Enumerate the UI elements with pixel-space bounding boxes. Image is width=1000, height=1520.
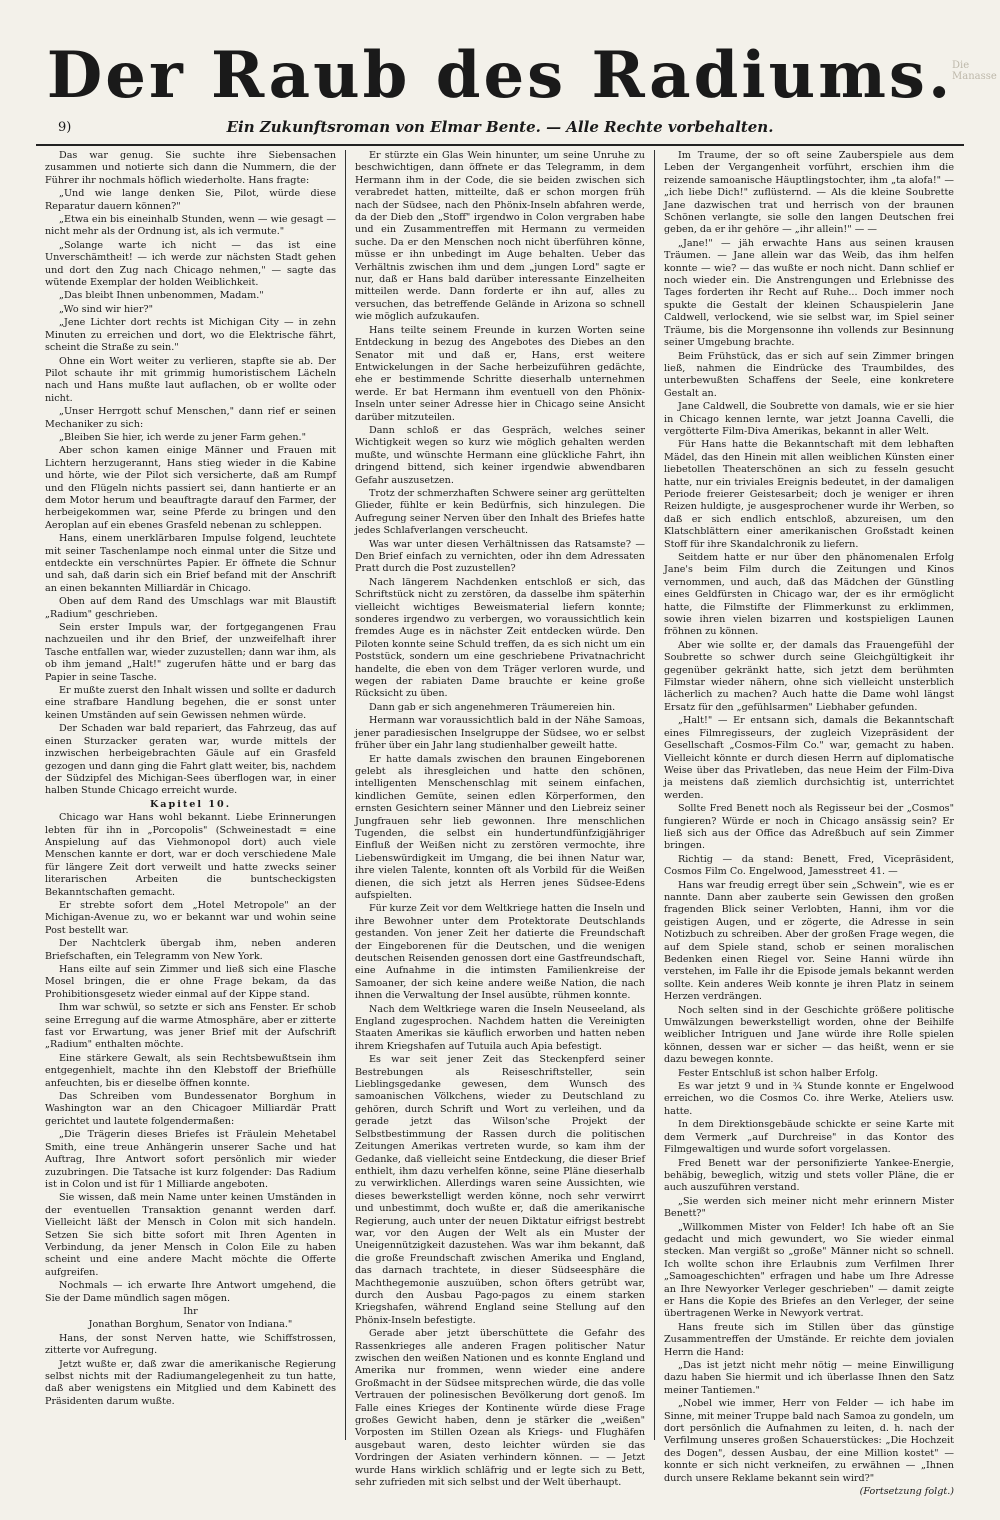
paragraph: „Sie werden sich meiner nicht mehr erinnern Mister Benett?" bbox=[664, 1195, 954, 1220]
paragraph: „Willkommen Mister von Felder! Ich habe oft an Sie gedacht und mich gewundert, wo Sie wieder einmal stecken. Man vergißt so „große" Männer nicht so schnell. Ich wollte schon ihre Erlaubnis zum Verfilmen Ihrer „Samoageschichten" erfragen und habe um Ihre Adresse an Ihre Newyorker Verleger geschrieben" — damit zeigte er Hans die Kopie des Briefes an den Verleger, der seine übertragenen Werke in Newyork vertrat. bbox=[664, 1221, 954, 1320]
paragraph: „Etwa ein bis eineinhalb Stunden, wenn — wie gesagt — nicht mehr als der Ordnung ist, als ich vermute." bbox=[45, 214, 336, 238]
paragraph: „Wo sind wir hier?" bbox=[59, 303, 154, 315]
paragraph: Es war jetzt 9 und in ¾ Stunde konnte er Engelwood erreichen, wo die Cosmos Co. ihre Werke, Ateliers usw. hatte. bbox=[664, 1081, 954, 1117]
paragraph: Jetzt wußte er, daß zwar die amerikanische Regierung selbst nichts mit der Radiumangelegenheit zu tun hatte, daß aber wenigstens ein Mitglied und dem Kabinett des Präsidenten darum wußte. bbox=[45, 1358, 336, 1407]
paragraph: Hans, einem unerklärbaren Impulse folgend, leuchtete mit seiner Taschenlampe noch einmal unter die Sitze und entdeckte ein verschnürtes Papier. Er öffnete die Schnur und sah, daß darin sich ein Brief befand mit der Anschrift an einen bekannten Milliardär in Chicago. bbox=[45, 533, 336, 594]
paragraph: Hans war freudig erregt über sein „Schwein", wie es er nannte. Dann aber zauberte sein Gewissen den großen fragenden Blick seiner Verlobten, Hanni, ihm vor die geistigen Augen, und er zögerte, die Adresse in sein Notizbuch zu schreiben. Aber der großen Frage wegen, die auf dem Spiele stand, schob er seinen moralischen Bedenken einen Riegel vor. Seine Hanni würde ihn verstehen, im Falle ihr die Episode jemals bekannt werden sollte. Kein anderes Weib konnte je ihren Platz in seinem Herzen verdrängen. bbox=[664, 879, 954, 1003]
paragraph: „Und wie lange denken Sie, Pilot, würde diese Reparatur dauern können?" bbox=[45, 188, 336, 212]
paragraph: Für kurze Zeit vor dem Weltkriege hatten die Inseln und ihre Bewohner unter dem Protektorate Deutschlands gestanden. Von jener Zeit her datierte die Freundschaft der Eingeborenen für die Deutschen, und die wenigen deutschen Reisenden genossen dort eine Gastfreundschaft, eine Aufnahme in die intimsten Familienkreise der Samoaner, der sich keine andere weiße Nation, die nach ihnen die Verwaltung der Insel ausübte, rühmen konnte. bbox=[355, 903, 645, 1002]
paragraph: Sollte Fred Benett noch als Regisseur bei der „Cosmos" fungieren? Würde er noch in Chicago ansässig sein? Er ließ sich aus der Office das Adreßbuch auf sein Zimmer bringen. bbox=[664, 803, 954, 852]
paragraph: Ohne ein Wort weiter zu verlieren, stapfte sie ab. Der Pilot schaute ihr mit grimmig humoristischem Lächeln nach und Hans mußte laut auflachen, ob er wollte oder nicht. bbox=[45, 355, 336, 404]
subtitle: Ein Zukunftsroman von Elmar Bente. — Alle Rechte vorbehalten. bbox=[226, 118, 774, 136]
paragraph: „Die Trägerin dieses Briefes ist Fräulein Mehetabel Smith, eine treue Anhängerin unserer Sache und hat Auftrag, Ihre Antwort sofort persönlich mir wieder zuzubringen. Die Tatsache ist kurz folgender: Das Radium ist in Colon und ist für 1 Milliarde angeboten. bbox=[45, 1129, 336, 1190]
paragraph: Beim Frühstück, das er sich auf sein Zimmer bringen ließ, nahmen die Eindrücke des Traumbildes, des unterbewußten Schaffens der Seele, eine konkretere Gestalt an. bbox=[664, 350, 954, 399]
paragraph: Ihm war schwül, so setzte er sich ans Fenster. Er schob seine Erregung auf die warme Atmosphäre, aber er zitterte fast vor Erwartung, was jener Brief mit der Aufschrift „Radium" enthalten möchte. bbox=[45, 1002, 336, 1051]
subtitle-row bbox=[36, 112, 964, 140]
paragraph: Hans teilte seinem Freunde in kurzen Worten seine Entdeckung in bezug des Angebotes des Diebes an den Senator mit und daß er, Hans, erst weitere Entwickelungen in der Sache herbeizuführen gedächte, ehe er bestimmende Schritte dieserhalb unternehmen werde. Er bat Hermann ihm eventuell von den Phönix-Inseln unter seiner Adresse hier in Chicago seine Ansicht darüber mitzuteilen. bbox=[355, 324, 645, 423]
paragraph: „Jene Lichter dort rechts ist Michigan City — in zehn Minuten zu erreichen und dort, wo die Elektrische fährt, scheint die Straße zu sein." bbox=[45, 317, 336, 354]
paragraph: „Unser Herrgott schuf Menschen," dann rief er seinen Mechaniker zu sich: bbox=[45, 406, 336, 430]
paragraph: „Das bleibt Ihnen unbenommen, Madam." bbox=[59, 290, 264, 302]
paragraph: Eine stärkere Gewalt, als sein Rechtsbewußtsein ihm entgegenhielt, machte ihn den Klebstoff der Briefhülle anfeuchten, bis er dieselbe öffnen konnte. bbox=[45, 1052, 336, 1089]
paragraph: „Halt!" — Er entsann sich, damals die Bekanntschaft eines Filmregisseurs, der zugleich Vizepräsident der Gesellschaft „Cosmos-Film Co." war, gemacht zu haben. Vielleicht könnte er durch diesen Herrn auf diplomatische Weise über das Privatleben, das neue Heim der Film-Diva ja meistens daß ziemlich durchsichtig ist, unterrichtet werden. bbox=[664, 715, 954, 801]
text-columns bbox=[36, 150, 964, 1498]
paragraph: Für Hans hatte die Bekanntschaft mit dem lebhaften Mädel, das den Hinein mit allen weiblichen Künsten einer liebetollen Theaterschönen an sich zu fesseln gesucht hatte, nur ein triviales Ereignis bedeutet, in der damaligen Periode freierer Geistesarbeit; doch je weniger er ihren Reizen huldigte, je ausgesprochener wurde ihr Werben, so daß er sich endlich entschloß, abzureisen, um den Klatschblättern einer amerikanischen Großstadt keinen Stoff für ihre Skandalchronik zu liefern. bbox=[664, 439, 954, 550]
neighbor-page-bleed: Die Manasse bbox=[952, 60, 997, 82]
paragraph: „Das ist jetzt nicht mehr nötig — meine Einwilligung dazu haben Sie hiermit und ich überlasse Ihnen den Satz meiner Tantiemen." bbox=[664, 1360, 954, 1396]
paragraph: Fred Benett war der personifizierte Yankee-Energie, behäbig, beweglich, witzig und stets voller Pläne, die er auch auszuführen verstand. bbox=[664, 1157, 954, 1194]
paragraph: Er strebte sofort dem „Hotel Metropole" an der Michigan-Avenue zu, wo er bekannt war und wohin seine Post bestellt war. bbox=[45, 899, 336, 936]
story-title: Der Raub des Radiums. bbox=[46, 38, 954, 113]
paragraph: Sein erster Impuls war, der fortgegangenen Frau nachzueilen und ihr den Brief, der unzweifelhaft ihrer Tasche entfallen war, wieder zuzustellen; dann war ihm, als ob ihm jemand „Halt!" zugerufen hätte und er barg das Papier in seine Tasche. bbox=[45, 622, 336, 683]
paragraph: Nochmals — ich erwarte Ihre Antwort umgehend, die Sie der Dame mündlich sagen mögen. bbox=[45, 1280, 336, 1304]
installment-number: 9) bbox=[58, 120, 72, 135]
paragraph: Es war seit jener Zeit das Steckenpferd seiner Bestrebungen als Reiseschriftsteller, sein Lieblingsgedanke gewesen, dem Wunsch des samoanischen Völkchens, wieder zu Deutschland zu gehören, durch Schrift und Wort zu verleihen, und da gerade jetzt das Wilson'sche Projekt der Selbstbestimmung der Rassen durch die politischen Zeitungen Amerikas vertreten wurde, so kam ihm der Gedanke, daß vielleicht seine Entdeckung, die dieser Brief enthielt, ihm dazu verhelfen könne, seine Pläne dieserhalb zu verwirklichen. Allerdings waren seine Aussichten, wie dieses bewerkstelligt werden könne, noch sehr verwirrt und unbestimmt, doch wußte er, daß die amerikanische Regierung, auch unter der neuen Diktatur eifrigst bestrebt war, vor den Augen der Welt als ein Muster der Uneigennützigkeit dazustehen. Was war ihm bekannt, daß die große Freundschaft zwischen Amerika und England, das darnach trachtete, in dieser Südseesphäre die Machthegemonie auszuüben, schon öfters getrübt war, durch den Ausbau Pago-pagos zu einem starken Kriegshafen, während England seine Stellung auf den Phönix-Inseln befestigte. bbox=[355, 1054, 645, 1326]
paragraph: Hans, der sonst Nerven hatte, wie Schiffstrossen, zitterte vor Aufregung. bbox=[45, 1332, 336, 1357]
paragraph: Der Schaden war bald repariert, das Fahrzeug, das auf einen Sturzacker geraten war, wurde mittels der inzwischen herbeigebrachten Gäule auf ein Grasfeld gezogen und dann ging die Fahrt glatt weiter, bis, nachdem der Südzipfel des Michigan-Sees überflogen war, in einer halben Stunde Chicago erreicht wurde. bbox=[45, 723, 336, 797]
paragraph: (Fortsetzung folgt.) bbox=[859, 1486, 954, 1498]
paragraph: Hans eilte auf sein Zimmer und ließ sich eine Flasche Mosel bringen, die er ohne Frage bekam, da das Prohibitionsgesetz wieder einmal auf der Kippe stand. bbox=[45, 964, 336, 1000]
paragraph: Er mußte zuerst den Inhalt wissen und sollte er dadurch eine strafbare Handlung begehen, die er sonst unter keinen Umständen auf sein Gewissen nehmen würde. bbox=[45, 685, 336, 721]
paragraph: Fester Entschluß ist schon halber Erfolg. bbox=[678, 1067, 879, 1079]
paragraph: Er hatte damals zwischen den braunen Eingeborenen gelebt als ihresgleichen und hatte den schönen, intelligenten Menschenschlag mit seinem einfachen, kindlichen Gemüte, seinen edlen Körperformen, den ernsten Gesichtern seiner Männer und den Liebreiz seiner Jungfrauen sehr lieb gewonnen. Ihre menschlichen Tugenden, die selbst ein hundertundfünfzigjähriger Einfluß der Weißen nicht zu zerstören vermochte, ihre Liebenswürdigkeit im Umgang, die bei ihnen Natur war, ihre vielen Talente, konnten oft als Vorbild für die Weißen dienen, die sich jetzt als Herren jenes Südsee-Edens aufspielten. bbox=[355, 753, 645, 901]
paragraph: Das Schreiben vom Bundessenator Borghum in Washington war an den Chicagoer Milliardär Pratt gerichtet und lautete folgendermaßen: bbox=[45, 1091, 336, 1127]
paragraph: Ihr bbox=[183, 1305, 198, 1317]
column-2 bbox=[345, 150, 654, 1489]
paragraph: Jane Caldwell, die Soubrette von damals, wie er sie hier in Chicago kennen lernte, war jetzt Joanna Cavelli, die vergötterte Film-Diva Amerikas, bekannt in aller Welt. bbox=[664, 401, 954, 437]
paragraph: Im Traume, der so oft seine Zauberspiele aus dem Leben der Vergangenheit vorführt, erschien ihm die reizende samoanische Häuptlingstochter, ihm „ta alofa!" — „ich liebe Dich!" zuflüsternd. — Als die kleine Soubrette Jane dazwischen trat und herrisch von der braunen Schönen verlangte, sie solle den langen Deutschen frei geben, da er ihr gehöre — „ihr allein!" — — bbox=[664, 150, 954, 236]
paragraph: Sie wissen, daß mein Name unter keinen Umständen in der eventuellen Transaktion genannt werden darf. Vielleicht läßt der Mensch in Colon mit sich handeln. Setzen Sie sich bitte sofort mit Ihren Agenten in Verbindung, da jener Mensch in Colon Eile zu haben scheint und eine andere Macht möchte die Offerte aufgreifen. bbox=[45, 1192, 336, 1278]
paragraph: Hermann war voraussichtlich bald in der Nähe Samoas, jener paradiesischen Inselgruppe der Südsee, wo er selbst früher über ein Jahr lang studienhalber geweilt hatte. bbox=[355, 715, 645, 752]
paragraph: Was war unter diesen Verhältnissen das Ratsamste? — Den Brief einfach zu vernichten, oder ihn dem Adressaten Pratt durch die Post zuzustellen? bbox=[355, 538, 645, 575]
paragraph: Richtig — da stand: Benett, Fred, Vicepräsident, Cosmos Film Co. Engelwood, Jamesstreet 41. — bbox=[664, 853, 954, 878]
paragraph: Aber schon kamen einige Männer und Frauen mit Lichtern herzugerannt, Hans stieg wieder in die Kabine und hörte, wie der Pilot sich versicherte, daß am Rumpf und den Flügeln nichts passiert sei, dann hantierte er an dem Motor herum und beauftragte darauf den Farmer, der herbeigekommen war, seine Pferde zu bringen und den Aeroplan auf ein ebenes Grasfeld nebenan zu schleppen. bbox=[45, 445, 336, 531]
paragraph: „Jane!" — jäh erwachte Hans aus seinen krausen Träumen. — Jane allein war das Weib, das ihm helfen konnte — wie? — das wußte er noch nicht. Dann schlief er noch wieder ein. Die Anstrengungen und Erlebnisse des Tages forderten ihr Recht auf Ruhe... Doch immer noch spukte die Gestalt der kleinen Schauspielerin Jane Caldwell, verlockend, wie sie selbst war, im Spiel seiner Träume, bis die Morgensonne ihn vollends zur Besinnung seiner Umgebung brachte. bbox=[664, 237, 954, 349]
paragraph: „Nobel wie immer, Herr von Felder — ich habe im Sinne, mit meiner Truppe bald nach Samoa zu gondeln, um dort persönlich die Aufnahmen zu leiten, d. h. nach der Verfilmung unseres großen Schauerstückes: „Die Hochzeit des Dogen", dessen Ausbau, der eine Million kostet" — konnte er sich nicht verkneifen, zu erwähnen — „Ihnen durch unsere Reklame bekannt sein wird?" bbox=[664, 1398, 954, 1484]
paragraph: „Solange warte ich nicht — das ist eine Unverschämtheit! — ich werde zur nächsten Stadt gehen und dort den Zug nach Chicago nehmen," — sagte das wütende Exemplar der holden Weiblichkeit. bbox=[45, 239, 336, 289]
paragraph: Dann gab er sich angenehmeren Träumereien hin. bbox=[369, 701, 616, 713]
paragraph: Seitdem hatte er nur über den phänomenalen Erfolg Jane's beim Film durch die Zeitungen und Kinos vernommen, und auch, daß das Mädchen der Günstling eines Geldfürsten in Chicago war, der es ihr ermöglicht hatte, die Filmstifte der Flimmerkunst zu erklimmen, sowie ihren vielen bizarren und kostspieligen Launen fröhnen zu können. bbox=[664, 552, 954, 638]
paragraph: „Bleiben Sie hier, ich werde zu jener Farm gehen." bbox=[59, 431, 307, 443]
column-3 bbox=[654, 150, 963, 1498]
paragraph: Der Nachtclerk übergab ihm, neben anderen Briefschaften, ein Telegramm von New York. bbox=[45, 938, 336, 962]
paragraph: Nach dem Weltkriege waren die Inseln Neuseeland, als England zugesprochen. Nachdem hatten die Vereinigten Staaten Amerikas sie käuflich erworben und hatten neben ihrem Kriegshafen auf Tutuila auch Apia befestigt. bbox=[355, 1003, 645, 1052]
paragraph: In dem Direktionsgebäude schickte er seine Karte mit dem Vermerk „auf Durchreise" in das Kontor des Filmgewaltigen und wurde sofort vorgelassen. bbox=[664, 1119, 954, 1156]
paragraph: Noch selten sind in der Geschichte größere politische Umwälzungen bewerkstelligt worden, ohne der Beihilfe weiblicher Intriguen und Jane würde ihre Rolle spielen können, dessen war er sicher — das heißt, wenn er sie dazu bewegen konnte. bbox=[664, 1004, 954, 1066]
column-1 bbox=[36, 150, 345, 1440]
header-rule bbox=[36, 144, 964, 146]
paragraph: Nach längerem Nachdenken entschloß er sich, das Schriftstück nicht zu zerstören, da dasselbe ihm späterhin vielleicht wichtiges Beweismaterial liefern konnte; sonderes irgendwo zu verbergen, wo voraussichtlich kein fremdes Auge es in nächster Zeit entdecken würde. Den Piloten konnte seine Schuld treffen, da es sich nicht um ein Poststück, sondern um eine geschriebene Privatnachricht handelte, die eben von dem Träger verloren wurde, und wegen der rabiaten Dame brauchte er keine große Rücksicht zu üben. bbox=[355, 576, 645, 700]
paragraph: Hans freute sich im Stillen über das günstige Zusammentreffen der Umstände. Er reichte dem jovialen Herrn die Hand: bbox=[664, 1321, 954, 1358]
paragraph: Chicago war Hans wohl bekannt. Liebe Erinnerungen lebten für ihn in „Porcopolis" (Schweinestadt = eine Anspielung auf das Viehmonopol dort) auch viele Menschen kannte er dort, war er doch verschiedene Male für längere Zeit dort verweilt und hatte zwecks seiner literarischen Arbeiten die buntscheckigsten Bekanntschaften gemacht. bbox=[45, 812, 336, 898]
paragraph: Oben auf dem Rand des Umschlags war mit Blaustift „Radium" geschrieben. bbox=[45, 596, 336, 620]
paragraph: Das war genug. Sie suchte ihre Siebensachen zusammen und notierte sich dann die Nummern, die der Führer ihr nochmals höflich wiederholte. Hans fragte: bbox=[45, 150, 336, 186]
paragraph: Trotz der schmerzhaften Schwere seiner arg gerüttelten Glieder, fühlte er kein Bedürfnis, sich hinzulegen. Die Aufregung seiner Nerven über den Inhalt des Briefes hatte jedes Schlafverlangen verscheucht. bbox=[355, 487, 646, 537]
paragraph: Aber wie sollte er, der damals das Frauengefühl der Soubrette so schwer durch seine Gleichgültigkeit ihr gegenüber gekränkt hatte, sich jetzt dem berühmten Filmstar wieder nähern, ohne sich vielleicht unsterblich lächerlich zu machen? Auch hatte die Dame wohl längst Ersatz für den „gefühlsarmen" Liebhaber gefunden. bbox=[664, 639, 954, 713]
paragraph: Jonathan Borghum, Senator von Indiana." bbox=[88, 1319, 293, 1331]
paragraph: Er stürzte ein Glas Wein hinunter, um seine Unruhe zu beschwichtigen, dann öffnete er das Telegramm, in dem Hermann ihm in der Code, die sie beiden zwischen sich verabredet hatten, mitteilte, daß er schon morgen früh nach der Südsee, nach den Phönix-Inseln abfahren werde, da der Dieb den „Stoff" irgendwo in Colon vergraben habe und ein Zusammentreffen mit Hermann zu vermeiden suche. Da er den Menschen noch nicht überführen könne, müsse er ihn unbedingt im Auge behalten. Ueber das Verhältnis zwischen ihm und dem „jungen Lord" sagte er nur, daß er Hans bald darüber interessante Einzelheiten mitteilen werde. Dann forderte er ihn auf, alles zu versuchen, das betreffende Gelände in Arizona so schnell wie möglich aufzukaufen. bbox=[355, 150, 645, 323]
paragraph: Gerade aber jetzt überschüttete die Gefahr des Rassenkrieges alle anderen Fragen politischer Natur zwischen den weißen Nationen und es konnte England und Amerika nur frommen, wenn wieder eine andere Großmacht in der Südsee mitsprechen würde, die das volle Vertrauen der polinesischen Bevölkerung dort genoß. Im Falle eines Krieges der Kontinente würde diese Frage großes Gewicht haben, denn je stärker die „weißen" Vorposten im Stillen Ozean als Kriegs- und Flughäfen ausgebaut waren, desto leichter würden sie das Vordringen der Asiaten verhindern können. — — Jetzt wurde Hans wirklich schläfrig und er legte sich zu Bett, sehr zufrieden mit sich selbst und der Welt überhaupt. bbox=[355, 1328, 645, 1489]
paragraph: Dann schloß er das Gespräch, welches seiner Wichtigkeit wegen so kurz wie möglich gehalten werden mußte, und wünschte Hermann eine glückliche Fahrt, ihn dringend bittend, sich keiner irgendwie abwendbaren Gefahr auszusetzen. bbox=[355, 424, 645, 486]
paragraph: Kapitel 10. bbox=[149, 798, 232, 810]
